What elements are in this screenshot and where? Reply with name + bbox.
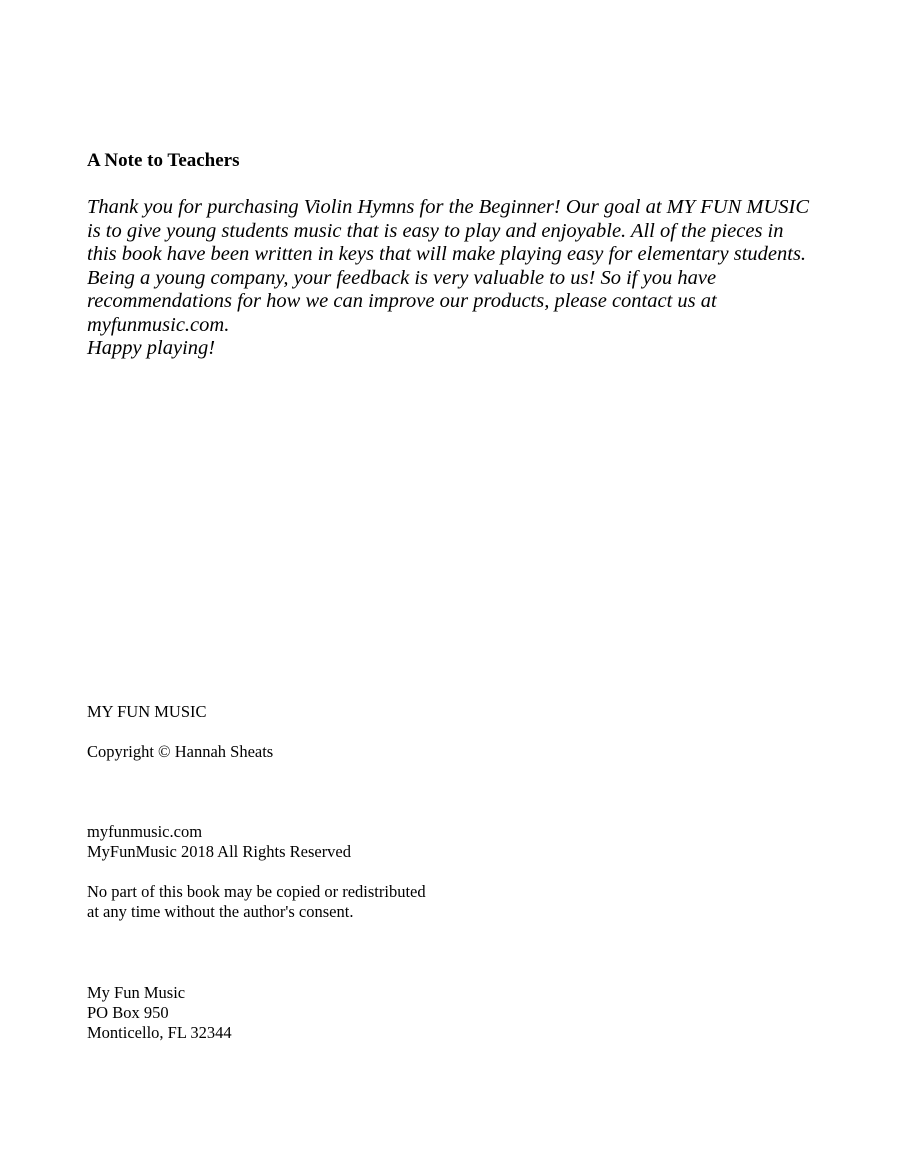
note-body-line: Thank you for purchasing Violin Hymns for the Beginner! Our goal at MY FUN MUSIC xyxy=(87,196,810,218)
website-text: myfunmusic.com xyxy=(87,822,203,841)
publisher-name: MY FUN MUSIC xyxy=(87,702,207,721)
note-body-line: this book have been written in keys that will make playing easy for elementary students. xyxy=(87,243,807,265)
copy-notice-line: at any time without the author's consent. xyxy=(87,902,354,921)
mailing-address xyxy=(87,983,232,1043)
note-body-line: Being a young company, your feedback is very valuable to us! So if you have xyxy=(87,266,717,289)
note-body-line: Happy playing! xyxy=(87,337,216,359)
address-line: Monticello, FL 32344 xyxy=(87,1023,232,1042)
address-line: PO Box 950 xyxy=(87,1003,169,1022)
copy-notice-line: No part of this book may be copied or redistributed xyxy=(87,882,426,901)
note-body-line: myfunmusic.com. xyxy=(87,313,230,336)
website-block xyxy=(87,822,351,862)
copyright-line: Copyright © Hannah Sheats xyxy=(87,742,274,761)
copy-notice xyxy=(87,882,426,922)
note-title: A Note to Teachers xyxy=(87,150,240,171)
address-line: My Fun Music xyxy=(87,983,186,1002)
note-body-line: is to give young students music that is easy to play and enjoyable. All of the pieces in xyxy=(87,219,784,242)
rights-reserved-text: MyFunMusic 2018 All Rights Reserved xyxy=(87,842,352,861)
note-body-line: recommendations for how we can improve our products, please contact us at xyxy=(87,290,717,312)
note-body xyxy=(87,196,827,361)
